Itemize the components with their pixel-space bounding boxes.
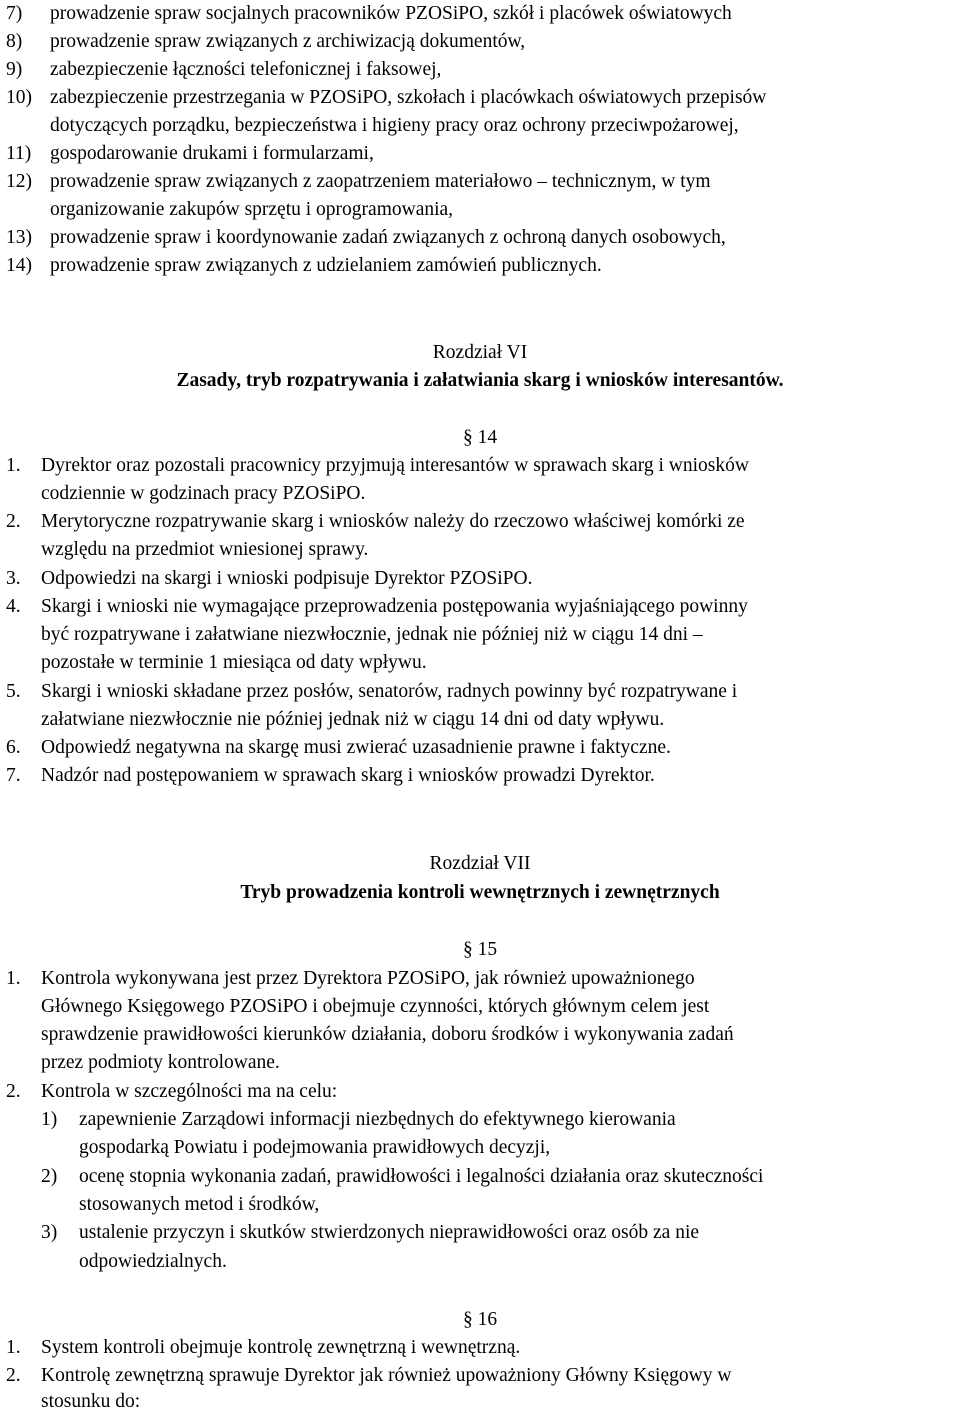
list-number: 1. [6, 1337, 21, 1358]
list-text: Kontrolę zewnętrzną sprawuje Dyrektor jak również upoważniony Główny Księgowy w [41, 1365, 732, 1386]
list-text: Skargi i wnioski nie wymagające przeprowadzenia postępowania wyjaśniającego powinny [41, 596, 748, 617]
list-number: 8) [6, 31, 23, 52]
list-text: gospodarką Powiatu i podejmowania prawidłowych decyzji, [79, 1137, 551, 1158]
list-text: stosowanych metod i środków, [79, 1194, 320, 1215]
list-text: codziennie w godzinach pracy PZOSiPO. [41, 483, 366, 504]
chapter-title: Rozdział VI [432, 342, 528, 363]
list-text: gospodarowanie drukami i formularzami, [50, 143, 374, 164]
list-text: prowadzenie spraw związanych z zaopatrzeniem materiałowo – technicznym, w tym [50, 171, 711, 192]
paragraph-mark: § 15 [462, 939, 498, 960]
list-text: odpowiedzialnych. [79, 1251, 227, 1272]
list-text: Dyrektor oraz pozostali pracownicy przyjmują interesantów w sprawach skarg i wniosków [41, 455, 749, 476]
chapter-subtitle: Tryb prowadzenia kontroli wewnętrznych i zewnętrznych [240, 882, 720, 903]
list-text: zapewnienie Zarządowi informacji niezbędnych do efektywnego kierowania [79, 1109, 676, 1130]
list-text: Nadzór nad postępowaniem w sprawach skarg i wniosków prowadzi Dyrektor. [41, 765, 655, 786]
list-number: 2. [6, 1365, 21, 1386]
list-text: organizowanie zakupów sprzętu i oprogramowania, [50, 199, 454, 220]
list-text: Merytoryczne rozpatrywanie skarg i wniosków należy do rzeczowo właściwej komórki ze [41, 511, 745, 532]
list-text: System kontroli obejmuje kontrolę zewnętrzną i wewnętrzną. [41, 1337, 521, 1358]
list-text: ocenę stopnia wykonania zadań, prawidłowości i legalności działania oraz skuteczności [79, 1166, 764, 1187]
list-text: dotyczących porządku, bezpieczeństwa i higieny pracy oraz ochrony przeciwpożarowej, [50, 115, 739, 136]
list-number: 6. [6, 737, 21, 758]
paragraph-mark: § 14 [462, 427, 498, 448]
list-number: 14) [6, 255, 32, 276]
list-number: 13) [6, 227, 32, 248]
list-number: 2) [41, 1166, 58, 1187]
chapter-title: Rozdział VII [429, 853, 531, 874]
list-number: 11) [6, 143, 32, 164]
list-text: stosunku do: [41, 1391, 141, 1412]
list-number: 5. [6, 681, 21, 702]
list-text: prowadzenie spraw związanych z udzielaniem zamówień publicznych. [50, 255, 602, 276]
list-number: 3) [41, 1222, 58, 1243]
list-number: 2. [6, 1081, 21, 1102]
list-number: 4. [6, 596, 21, 617]
list-number: 7) [6, 3, 23, 24]
list-text: zabezpieczenie przestrzegania w PZOSiPO, szkołach i placówkach oświatowych przepisów [50, 87, 767, 108]
list-number: 9) [6, 59, 23, 80]
list-text: Odpowiedzi na skargi i wnioski podpisuje Dyrektor PZOSiPO. [41, 568, 533, 589]
list-text: Głównego Księgowego PZOSiPO i obejmuje czynności, których głównym celem jest [41, 996, 710, 1017]
list-text: Skargi i wnioski składane przez posłów, senatorów, radnych powinny być rozpatrywane i [41, 681, 738, 702]
list-text: sprawdzenie prawidłowości kierunków działania, doboru środków i wykonywania zadań [41, 1024, 734, 1045]
list-number: 3. [6, 568, 21, 589]
list-text: ustalenie przyczyn i skutków stwierdzonych nieprawidłowości oraz osób za nie [79, 1222, 700, 1243]
list-text: względu na przedmiot wniesionej sprawy. [41, 539, 369, 560]
list-number: 1) [41, 1109, 58, 1130]
list-text: Kontrola w szczególności ma na celu: [41, 1081, 338, 1102]
list-text: przez podmioty kontrolowane. [41, 1052, 280, 1073]
list-text: Kontrola wykonywana jest przez Dyrektora PZOSiPO, jak również upoważnionego [41, 968, 695, 989]
list-number: 10) [6, 87, 32, 108]
list-text: prowadzenie spraw i koordynowanie zadań związanych z ochroną danych osobowych, [50, 227, 726, 248]
list-number: 1. [6, 968, 21, 989]
chapter-subtitle: Zasady, tryb rozpatrywania i załatwiania skarg i wniosków interesantów. [176, 370, 784, 391]
list-number: 12) [6, 171, 32, 192]
paragraph-mark: § 16 [462, 1309, 498, 1330]
list-text: prowadzenie spraw socjalnych pracowników PZOSiPO, szkół i placówek oświatowych [50, 3, 732, 24]
list-number: 2. [6, 511, 21, 532]
list-text: być rozpatrywane i załatwiane niezwłocznie, jednak nie później niż w ciągu 14 dni – [41, 624, 703, 645]
list-text: zabezpieczenie łączności telefonicznej i faksowej, [50, 59, 442, 80]
list-number: 1. [6, 455, 21, 476]
list-text: Odpowiedź negatywna na skargę musi zwierać uzasadnienie prawne i faktyczne. [41, 737, 671, 758]
list-text: pozostałe w terminie 1 miesiąca od daty wpływu. [41, 652, 427, 673]
list-text: prowadzenie spraw związanych z archiwizacją dokumentów, [50, 31, 526, 52]
list-text: załatwiane niezwłocznie nie później jednak niż w ciągu 14 dni od daty wpływu. [41, 709, 665, 730]
list-number: 7. [6, 765, 21, 786]
